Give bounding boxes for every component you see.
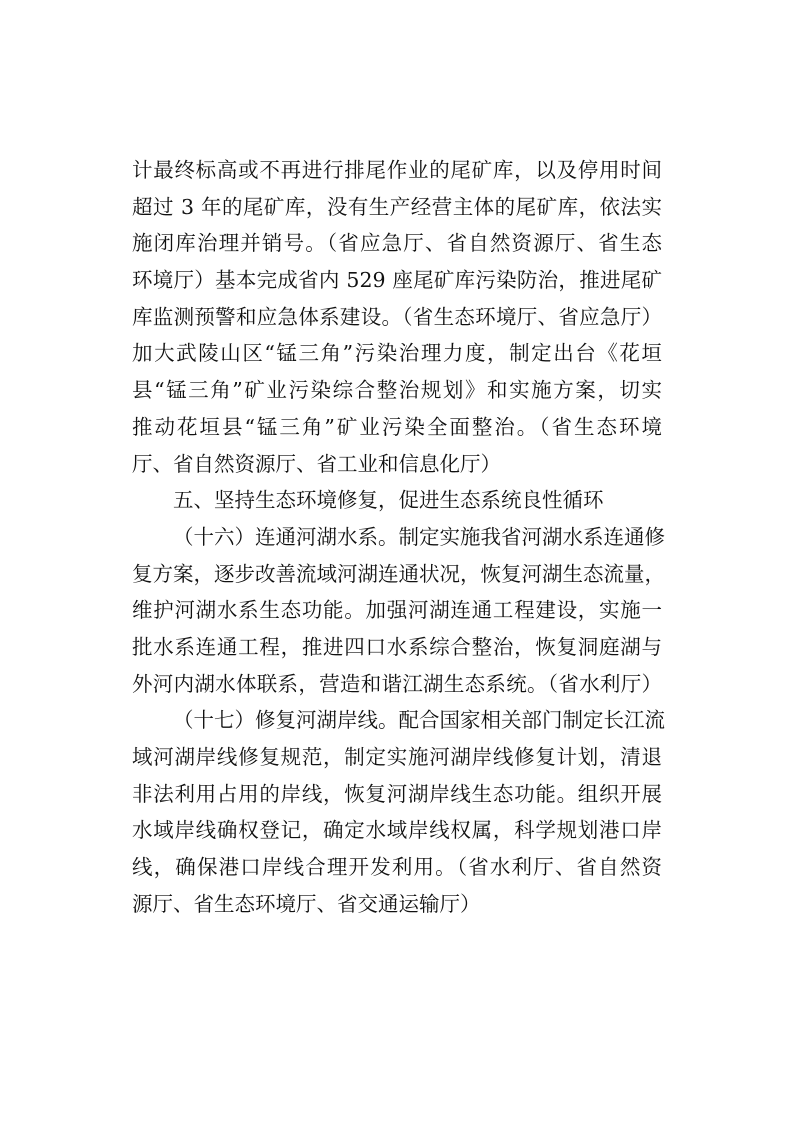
text-line: 加大武陵山区“锰三角”污染治理力度，制定出台《花垣: [132, 341, 662, 366]
text-line: 县“锰三角”矿业污染综合整治规划》和实施方案，切实: [132, 378, 662, 403]
text-line: 厅、省自然资源厅、省工业和信息化厅）: [132, 451, 501, 476]
text-line: 域河湖岸线修复规范，制定实施河湖岸线修复计划，清退: [132, 745, 662, 769]
text-line: 施闭库治理并销号。（省应急厅、省自然资源厅、省生态: [132, 231, 662, 256]
paragraph-first-line: （十六）连通河湖水系。制定实施我省河湖水系连通修: [173, 524, 665, 549]
text-line: 水域岸线确权登记，确定水域岸线权属，科学规划港口岸: [132, 818, 662, 843]
text-line: 环境厅）基本完成省内 529 座尾矿库污染防治，推进尾矿: [132, 268, 662, 293]
paragraph-first-line: （十七）修复河湖岸线。配合国家相关部门制定长江流: [173, 708, 665, 733]
text-line: 计最终标高或不再进行排尾作业的尾矿库，以及停用时间: [132, 158, 662, 182]
text-line: 复方案，逐步改善流域河湖连通状况，恢复河湖生态流量，: [132, 561, 665, 586]
text-line: 非法利用占用的岸线，恢复河湖岸线生态功能。组织开展: [132, 781, 662, 806]
body-text: [132, 152, 665, 922]
text-line: 批水系连通工程，推进四口水系综合整治，恢复洞庭湖与: [132, 634, 662, 659]
text-line: 超过 3 年的尾矿库，没有生产经营主体的尾矿库，依法实: [132, 194, 662, 219]
section-heading: 五、坚持生态环境修复，促进生态系统良性循环: [173, 488, 604, 513]
text-line: 库监测预警和应急体系建设。（省生态环境厅、省应急厅）: [132, 304, 662, 329]
text-line: 维护河湖水系生态功能。加强河湖连通工程建设，实施一: [132, 598, 662, 623]
text-line: 源厅、省生态环境厅、省交通运输厅）: [132, 891, 481, 916]
text-line: 推动花垣县“锰三角”矿业污染全面整治。（省生态环境: [132, 414, 662, 439]
text-line: 线，确保港口岸线合理开发利用。（省水利厅、省自然资: [132, 855, 662, 880]
text-line: 外河内湖水体联系，营造和谐江湖生态系统。（省水利厅）: [132, 671, 662, 696]
